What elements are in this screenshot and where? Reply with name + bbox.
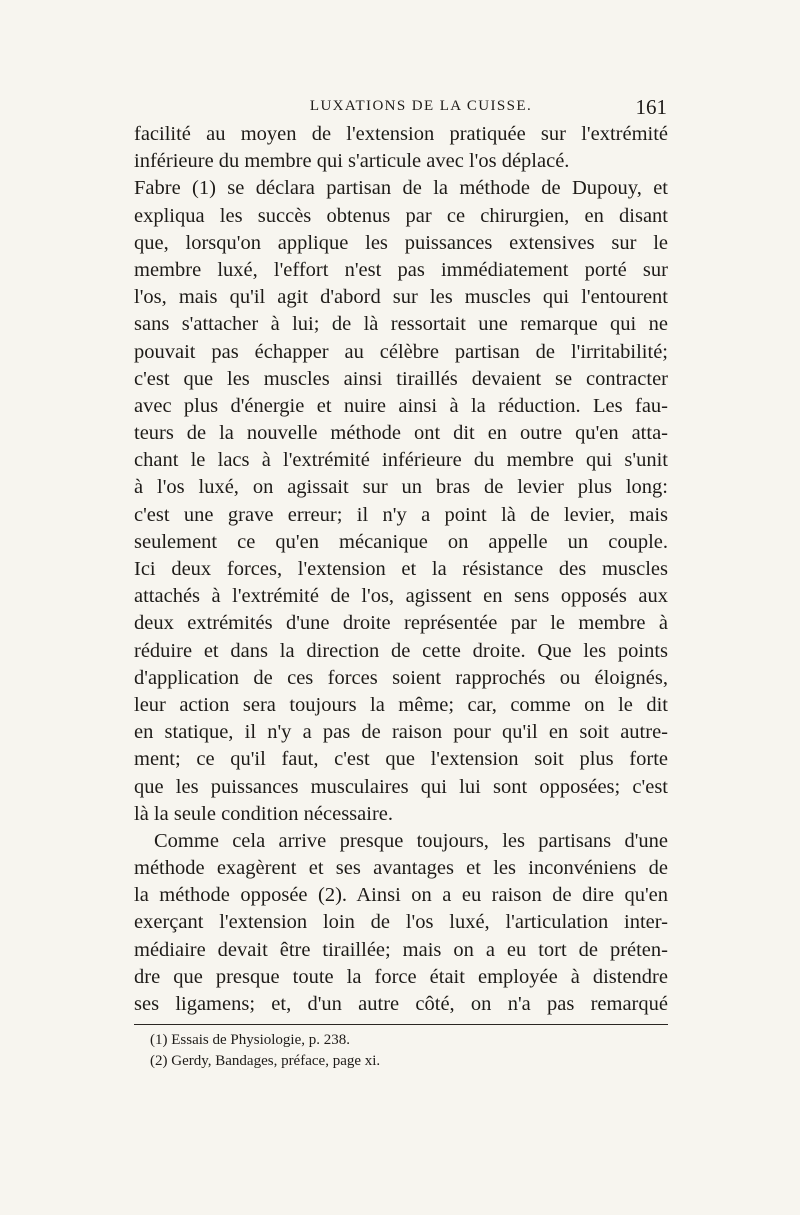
text-line: expliqua les succès obtenus par ce chirurgien, en disant [134,204,668,227]
running-head-title: LUXATIONS DE LA CUISSE. [309,98,533,114]
text-line: c'est que les muscles ainsi tiraillés devaient se contracter [134,367,668,390]
text-line: que les puissances musculaires qui lui sont opposées; c'est [134,775,668,798]
text-line: médiaire devait être tiraillée; mais on a eu tort de préten- [134,938,668,961]
text-line: avec plus d'énergie et nuire ainsi à la réduction. Les fau- [134,394,668,417]
footnote-1: (1) Essais de Physiologie, p. 238. [150,1032,350,1048]
footnote-divider [134,1024,668,1025]
footnote-2: (2) Gerdy, Bandages, préface, page xi. [150,1053,381,1069]
text-line: d'application de ces forces soient rapprochés ou éloignés, [134,666,668,689]
text-line: inférieure du membre qui s'articule avec l'os déplacé. [134,150,570,173]
text-line: teurs de la nouvelle méthode ont dit en outre qu'en atta- [134,422,668,445]
text-line: ment; ce qu'il faut, c'est que l'extension soit plus forte [134,748,668,771]
text-line: Comme cela arrive presque toujours, les partisans d'une [154,829,668,852]
text-line: attachés à l'extrémité de l'os, agissent en sens opposés aux [134,585,668,608]
text-line: la méthode opposée (2). Ainsi on a eu raison de dire qu'en [134,884,668,907]
text-line: dre que presque toute la force était employée à distendre [134,965,668,988]
text-line: Fabre (1) se déclara partisan de la méthode de Dupouy, et [134,177,668,200]
text-line: c'est une grave erreur; il n'y a point là de levier, mais [134,503,668,526]
text-line: ses ligamens; et, d'un autre côté, on n'a pas remarqué [134,993,668,1015]
text-line: l'os, mais qu'il agit d'abord sur les muscles qui l'entourent [134,286,668,309]
text-line: là la seule condition nécessaire. [134,802,393,825]
text-line: en statique, il n'y a pas de raison pour qu'il en soit autre- [134,721,668,744]
text-line: Ici deux forces, l'extension et la résistance des muscles [134,558,668,580]
text-line: chant le lacs à l'extrémité inférieure du membre qui s'unit [134,449,668,472]
text-line: méthode exagèrent et ses avantages et les inconvéniens de [134,857,668,880]
text-line: sans s'attacher à lui; de là ressortait une remarque qui ne [134,313,668,336]
text-line: seulement ce qu'en mécanique on appelle un couple. [134,530,668,553]
text-line: pouvait pas échapper au célèbre partisan de l'irritabilité; [134,340,668,363]
text-line: que, lorsqu'on applique les puissances extensives sur le [134,231,668,254]
text-line: facilité au moyen de l'extension pratiquée sur l'extrémité [134,123,668,145]
footnotes [150,1030,650,1072]
text-line: membre luxé, l'effort n'est pas immédiatement porté sur [134,258,668,281]
text-line: leur action sera toujours la même; car, comme on le dit [134,693,668,716]
text-line: à l'os luxé, on agissait sur un bras de levier plus long: [134,476,668,499]
text-line: réduire et dans la direction de cette droite. Que les points [134,639,668,662]
running-head [135,95,667,122]
text-line: exerçant l'extension loin de l'os luxé, l'articulation inter- [134,911,668,934]
text-line: deux extrémités d'une droite représentée par le membre à [134,612,668,635]
page-number: 161 [635,95,667,119]
body-text [134,121,668,1018]
